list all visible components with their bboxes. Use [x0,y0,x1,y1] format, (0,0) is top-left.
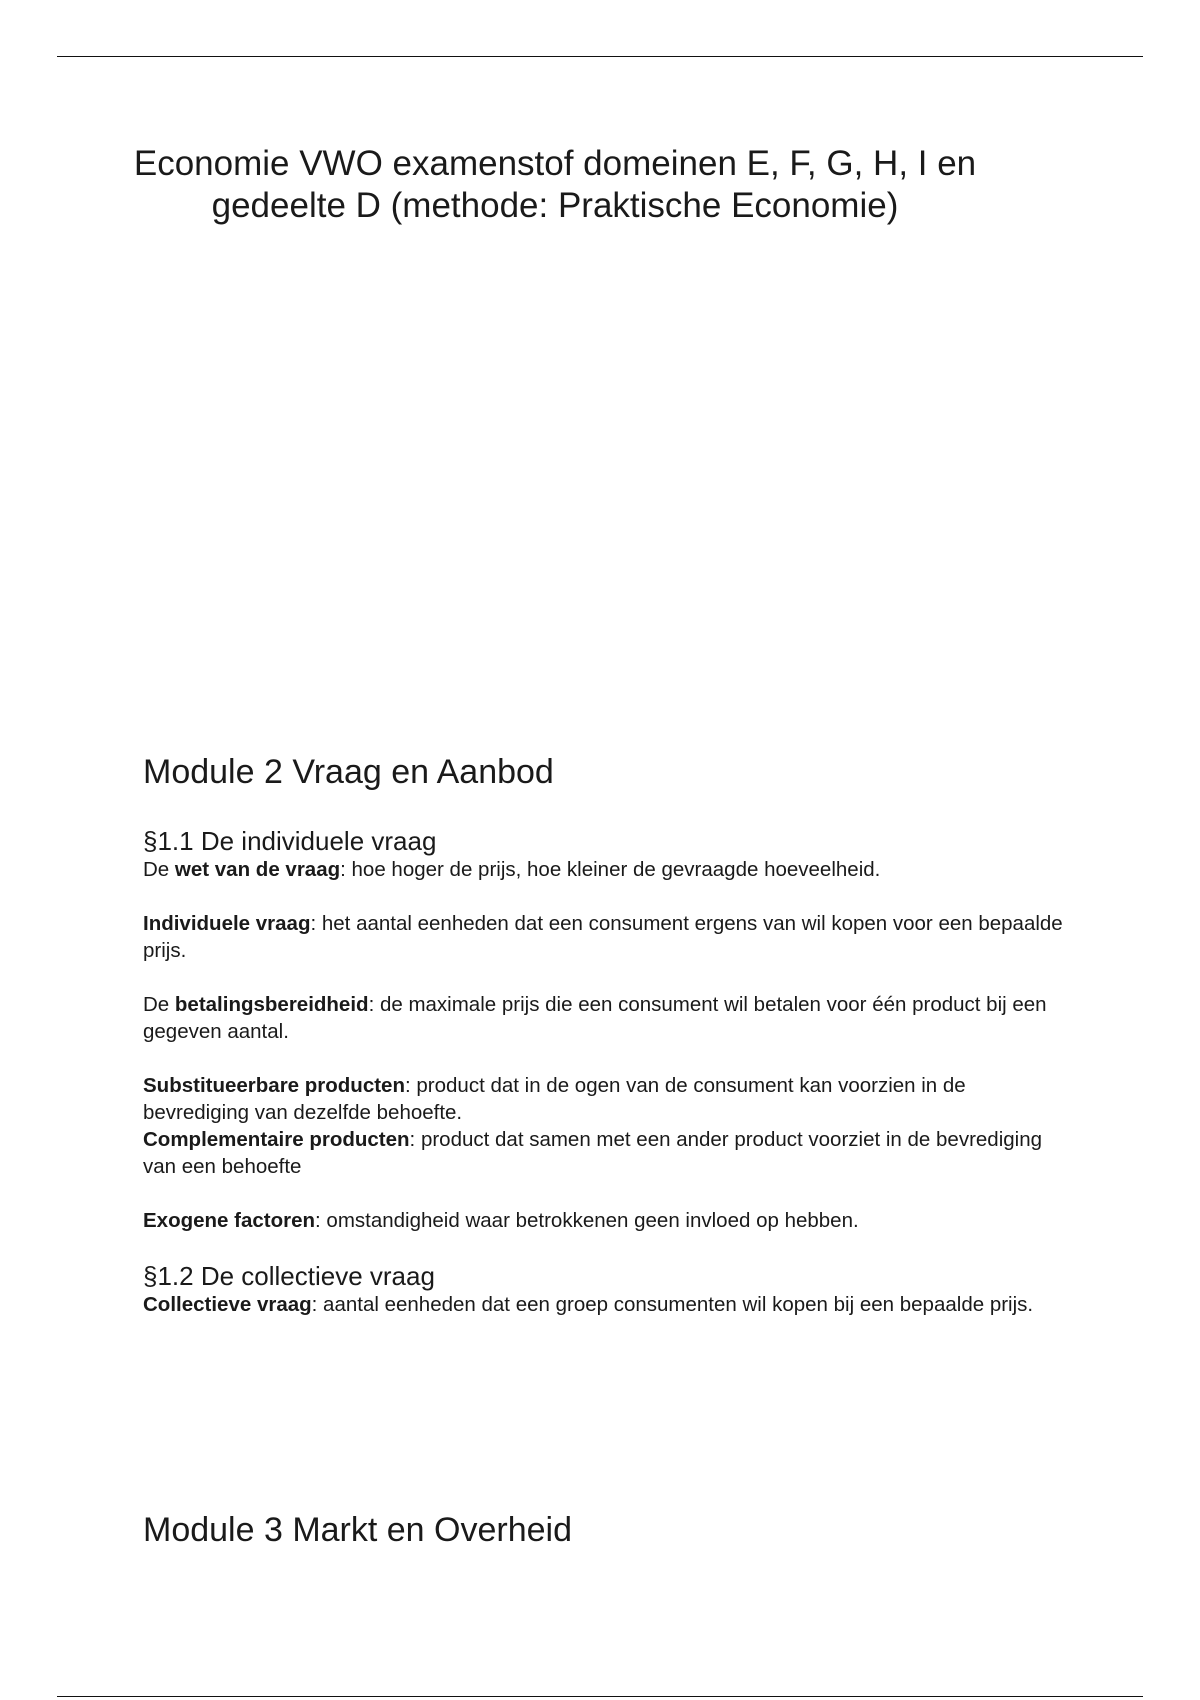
module-heading: Module 3 Markt en Overheid [143,1511,572,1549]
definition-text: : de maximale prijs die een consument wil betalen voor één product bij een gegeven aantal. [143,993,1047,1043]
section-heading: §1.1 De individuele vraag [143,826,437,856]
definition-text: : aantal eenheden dat een groep consumenten wil kopen bij een bepaalde prijs. [311,1293,1034,1316]
definition-text: : het aantal eenheden dat een consument ergens van wil kopen voor een bepaalde prijs. [143,912,1063,962]
definition-entry [143,1207,1063,1234]
definition-text: : omstandigheid waar betrokkenen geen invloed op hebben. [315,1209,859,1232]
definition-entry [143,856,1063,883]
module-heading: Module 2 Vraag en Aanbod [143,753,554,791]
definition-term: Exogene factoren [143,1209,316,1232]
definition-entry [143,910,1063,964]
definition-prefix: De [143,993,175,1016]
document-title [120,143,990,227]
definition-term: Complementaire producten [143,1128,410,1151]
definition-entry [143,1291,1063,1318]
definition-entry [143,991,1063,1045]
definition-entry [143,1126,1063,1180]
section-heading: §1.2 De collectieve vraag [143,1261,435,1291]
document-title-line: Economie VWO examenstof domeinen E, F, G, H, I en [133,144,977,183]
definition-text: : product dat samen met een ander product voorziet in de bevrediging van een behoefte [143,1128,1043,1178]
definition-term: Collectieve vraag [143,1293,312,1316]
definition-term: betalingsbereidheid [174,993,369,1016]
definition-text: : product dat in de ogen van de consument kan voorzien in de bevrediging van dezelfde behoefte. [143,1074,966,1124]
top-rule [57,56,1143,57]
definition-prefix: De [143,858,175,881]
definition-term: Substitueerbare producten [143,1074,405,1097]
definition-entry [143,1072,1063,1126]
section [143,826,1063,1234]
document-title-line: gedeelte D (methode: Praktische Economie) [211,186,899,225]
definition-text: : hoe hoger de prijs, hoe kleiner de gevraagde hoeveelheid. [340,858,881,881]
bottom-rule [57,1696,1143,1697]
section [143,1261,1063,1318]
definition-term: Individuele vraag [143,912,311,935]
definition-term: wet van de vraag [174,858,341,881]
